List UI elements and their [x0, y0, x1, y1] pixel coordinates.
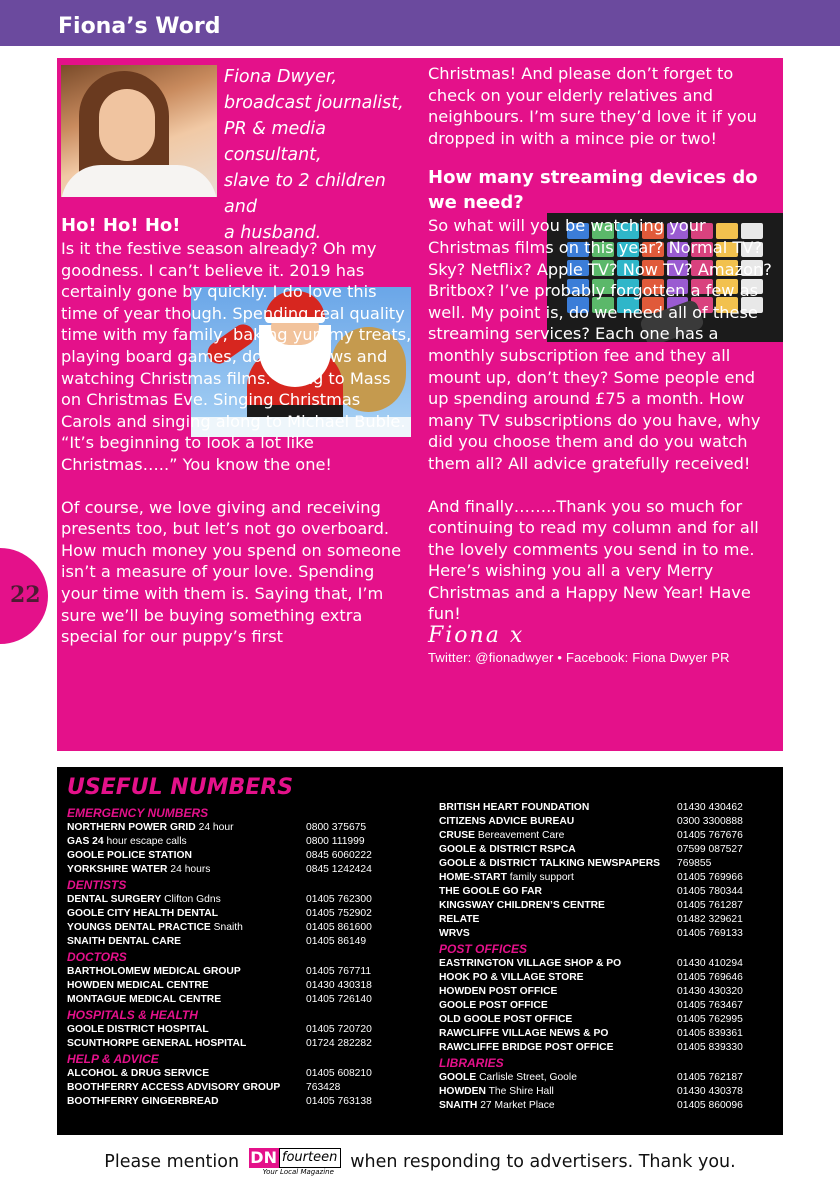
page-number: 22	[10, 582, 41, 608]
entry-name: HOME-START	[439, 872, 507, 883]
directory-entry	[439, 899, 779, 913]
directory-entry	[67, 849, 397, 863]
category-heading: HOSPITALS & HEALTH	[67, 1008, 198, 1022]
entry-name: RAWCLIFFE VILLAGE NEWS & PO	[439, 1028, 609, 1039]
directory-entry	[439, 801, 779, 815]
directory-entry	[439, 815, 779, 829]
entry-name: GOOLE CITY HEALTH DENTAL	[67, 908, 219, 919]
category-heading: POST OFFICES	[439, 942, 528, 956]
directory-entry	[67, 1037, 397, 1051]
directory-entry	[439, 829, 779, 843]
directory-entry	[439, 1027, 779, 1041]
entry-name: RAWCLIFFE BRIDGE POST OFFICE	[439, 1042, 614, 1053]
footer	[0, 1148, 840, 1176]
entry-name: GOOLE	[439, 1072, 477, 1083]
entry-phone: 0800 111999	[306, 836, 365, 847]
entry-name: BRITISH HEART FOUNDATION	[439, 802, 590, 813]
directory-entry	[439, 1085, 779, 1099]
category-heading: EMERGENCY NUMBERS	[67, 806, 209, 820]
directory-entry	[439, 1013, 779, 1027]
entry-phone: 01405 608210	[306, 1068, 372, 1079]
entry-phone: 01405 86149	[306, 936, 367, 947]
entry-phone: 01405 861600	[306, 922, 372, 933]
directory-entry	[439, 1041, 779, 1055]
entry-phone: 763428	[306, 1082, 341, 1093]
bio-line: PR & media consultant,	[224, 119, 326, 165]
entry-phone: 01430 430318	[306, 980, 372, 991]
entry-note: Carlisle Street, Goole	[479, 1072, 577, 1083]
article-left-column	[61, 238, 413, 648]
entry-note: hour escape calls	[106, 836, 187, 847]
directory-entry	[67, 893, 397, 907]
entry-note: Clifton Gdns	[164, 894, 221, 905]
entry-phone: 01430 410294	[677, 958, 743, 969]
entry-note: Snaith	[213, 922, 243, 933]
bio-name: Fiona Dwyer,	[224, 67, 338, 87]
directory-entry	[439, 913, 779, 927]
directory-entry	[439, 1071, 779, 1085]
entry-phone: 01405 839361	[677, 1028, 743, 1039]
directory-entry	[67, 965, 397, 979]
entry-phone: 0845 6060222	[306, 850, 372, 861]
entry-name: BARTHOLOMEW MEDICAL GROUP	[67, 966, 241, 977]
entry-phone: 01405 780344	[677, 886, 743, 897]
entry-phone: 01430 430462	[677, 802, 743, 813]
category-heading: DOCTORS	[67, 950, 127, 964]
directory-entry	[67, 863, 397, 877]
category-heading: HELP & ADVICE	[67, 1052, 159, 1066]
directory-entry	[67, 1067, 397, 1081]
entry-phone: 07599 087527	[677, 844, 743, 855]
author-bio	[224, 64, 424, 246]
entry-name: BOOTHFERRY ACCESS ADVISORY GROUP	[67, 1082, 281, 1093]
entry-phone: 0300 3300888	[677, 816, 743, 827]
directory-entry	[67, 979, 397, 993]
directory-entry	[439, 999, 779, 1013]
bio-line: slave to 2 children and	[224, 171, 386, 217]
article-paragraph: Is it the festive season already? Oh my goodness. I can’t believe it. 2019 has certainly gone by quickly. I do love this time of year though. Spending real quality time with my family, baking yummy treats, playing board games, doing jigsaws and watching Christmas films. Going to Mass on Christmas Eve. Singing Christmas Carols and singing along to Michael Buble. “It’s beginning to look a lot like Christmas…..” You know the one!	[61, 239, 412, 474]
entry-note: The Shire Hall	[488, 1086, 554, 1097]
directory-entry	[439, 843, 779, 857]
signature: Fiona x	[428, 623, 525, 649]
useful-numbers-title: USEFUL NUMBERS	[67, 775, 294, 800]
useful-numbers-left-column	[67, 805, 397, 1109]
entry-name: SNAITH DENTAL CARE	[67, 936, 182, 947]
directory-entry	[67, 935, 397, 949]
directory-entry	[67, 1095, 397, 1109]
logo-tagline: Your Local Magazine	[262, 1168, 334, 1176]
entry-name: NORTHERN POWER GRID	[67, 822, 196, 833]
entry-name: RELATE	[439, 914, 480, 925]
entry-phone: 01405 763138	[306, 1096, 372, 1107]
entry-phone: 01430 430378	[677, 1086, 743, 1097]
entry-name: YORKSHIRE WATER	[67, 864, 168, 875]
entry-name: SNAITH	[439, 1100, 478, 1111]
directory-entry	[439, 885, 779, 899]
entry-phone: 01405 762995	[677, 1014, 743, 1025]
entry-phone: 01405 761287	[677, 900, 743, 911]
heading-streaming: How many streaming devices do we need?	[428, 167, 758, 214]
entry-phone: 769855	[677, 858, 712, 869]
entry-name: THE GOOLE GO FAR	[439, 886, 542, 897]
entry-phone: 01405 752902	[306, 908, 372, 919]
entry-name: HOWDEN POST OFFICE	[439, 986, 558, 997]
bio-line: broadcast journalist,	[224, 93, 404, 113]
bio-line: a husband.	[224, 223, 322, 243]
article-right-column	[428, 63, 780, 668]
article-paragraph: So what will you be watching your Christmas films on this year? Normal TV? Sky? Netflix? Apple TV? Now TV? Amazon? Britbox? I’ve probably forgotten a few as well. My point is, do we need all of these streaming services? Each one has a monthly subscription fee and they all mount up, don’t they? Some people end up spending around £75 a month. How many TV subscriptions do you have, why did you choose them and do you watch them all? All advice gratefully received!	[428, 216, 772, 473]
entry-phone: 01405 769646	[677, 972, 743, 983]
entry-phone: 0800 375675	[306, 822, 367, 833]
article-panel	[57, 58, 783, 751]
heading-ho-ho-ho: Ho! Ho! Ho!	[61, 215, 181, 236]
footer-text-after: when responding to advertisers. Thank you.	[350, 1152, 736, 1172]
footer-text-before: Please mention	[104, 1152, 240, 1172]
entry-name: MONTAGUE MEDICAL CENTRE	[67, 994, 222, 1005]
article-paragraph: Of course, we love giving and receiving presents too, but let’s not go overboard. How much money you spend on someone isn’t a measure of your love. Spending your time with them is. Saying that, I’m sure we’ll be buying something extra special for our puppy’s first	[61, 497, 402, 647]
entry-name: KINGSWAY CHILDREN’S CENTRE	[439, 900, 605, 911]
entry-name: ALCOHOL & DRUG SERVICE	[67, 1068, 210, 1079]
entry-name: GOOLE POLICE STATION	[67, 850, 192, 861]
directory-entry	[439, 971, 779, 985]
entry-note: 24 hours	[170, 864, 211, 875]
entry-name: HOWDEN	[439, 1086, 486, 1097]
directory-entry	[67, 921, 397, 935]
entry-name: HOOK PO & VILLAGE STORE	[439, 972, 584, 983]
entry-note: 24 hour	[198, 822, 234, 833]
directory-entry	[67, 821, 397, 835]
entry-phone: 01405 767711	[306, 966, 372, 977]
entry-note: 27 Market Place	[480, 1100, 555, 1111]
useful-numbers-right-column	[439, 801, 779, 1113]
entry-name: SCUNTHORPE GENERAL HOSPITAL	[67, 1038, 247, 1049]
directory-entry	[67, 1081, 397, 1095]
entry-note: family support	[509, 872, 574, 883]
entry-phone: 01405 762187	[677, 1072, 743, 1083]
entry-name: GOOLE & DISTRICT RSPCA	[439, 844, 576, 855]
author-photo	[61, 65, 217, 197]
entry-phone: 01405 763467	[677, 1000, 743, 1011]
entry-phone: 01405 769133	[677, 928, 743, 939]
entry-name: CRUSE	[439, 830, 476, 841]
entry-name: GOOLE & DISTRICT TALKING NEWSPAPERS	[439, 858, 661, 869]
entry-name: GOOLE DISTRICT HOSPITAL	[67, 1024, 209, 1035]
directory-entry	[439, 871, 779, 885]
social-handles: Twitter: @fionadwyer • Facebook: Fiona Dwyer PR	[428, 649, 730, 665]
entry-phone: 01482 329621	[677, 914, 743, 925]
article-paragraph: Christmas! And please don’t forget to check on your elderly relatives and neighbours. I’m sure they’d love it if you dropped in with a mince pie or two!	[428, 64, 757, 148]
entry-phone: 01405 762300	[306, 894, 372, 905]
useful-numbers-panel	[57, 767, 783, 1135]
entry-name: HOWDEN MEDICAL CENTRE	[67, 980, 209, 991]
directory-entry	[67, 907, 397, 921]
entry-phone: 01430 430320	[677, 986, 743, 997]
entry-phone: 01405 726140	[306, 994, 372, 1005]
entry-name: BOOTHFERRY GINGERBREAD	[67, 1096, 219, 1107]
entry-phone: 01405 860096	[677, 1100, 743, 1111]
entry-phone: 01405 769966	[677, 872, 743, 883]
entry-name: GOOLE POST OFFICE	[439, 1000, 548, 1011]
directory-entry	[67, 993, 397, 1007]
directory-entry	[67, 835, 397, 849]
directory-entry	[439, 985, 779, 999]
category-heading: LIBRARIES	[439, 1056, 504, 1070]
entry-name: DENTAL SURGERY	[67, 894, 162, 905]
entry-note: Bereavement Care	[477, 830, 565, 841]
directory-entry	[439, 957, 779, 971]
article-paragraph: And finally……..Thank you so much for continuing to read my column and for all the lovely comments you send in to me. Here’s wishing you all a very Merry Christmas and a Happy New Year! Have fun!	[428, 496, 759, 624]
directory-entry	[439, 927, 779, 941]
page-title: Fiona’s Word	[58, 14, 221, 39]
entry-name: OLD GOOLE POST OFFICE	[439, 1014, 573, 1025]
entry-name: WRVS	[439, 928, 470, 939]
dn-fourteen-logo	[249, 1148, 341, 1176]
category-heading: DENTISTS	[67, 878, 127, 892]
entry-phone: 0845 1242424	[306, 864, 372, 875]
entry-name: EASTRINGTON VILLAGE SHOP & PO	[439, 958, 622, 969]
entry-phone: 01405 839330	[677, 1042, 743, 1053]
entry-name: CITIZENS ADVICE BUREAU	[439, 816, 575, 827]
logo-dn: DN	[250, 1148, 277, 1167]
directory-entry	[67, 1023, 397, 1037]
entry-name: GAS 24	[67, 836, 104, 847]
entry-phone: 01405 767676	[677, 830, 743, 841]
directory-entry	[439, 857, 779, 871]
entry-name: YOUNGS DENTAL PRACTICE	[67, 922, 211, 933]
entry-phone: 01724 282282	[306, 1038, 372, 1049]
logo-word: fourteen	[279, 1148, 341, 1168]
directory-entry	[439, 1099, 779, 1113]
entry-phone: 01405 720720	[306, 1024, 372, 1035]
